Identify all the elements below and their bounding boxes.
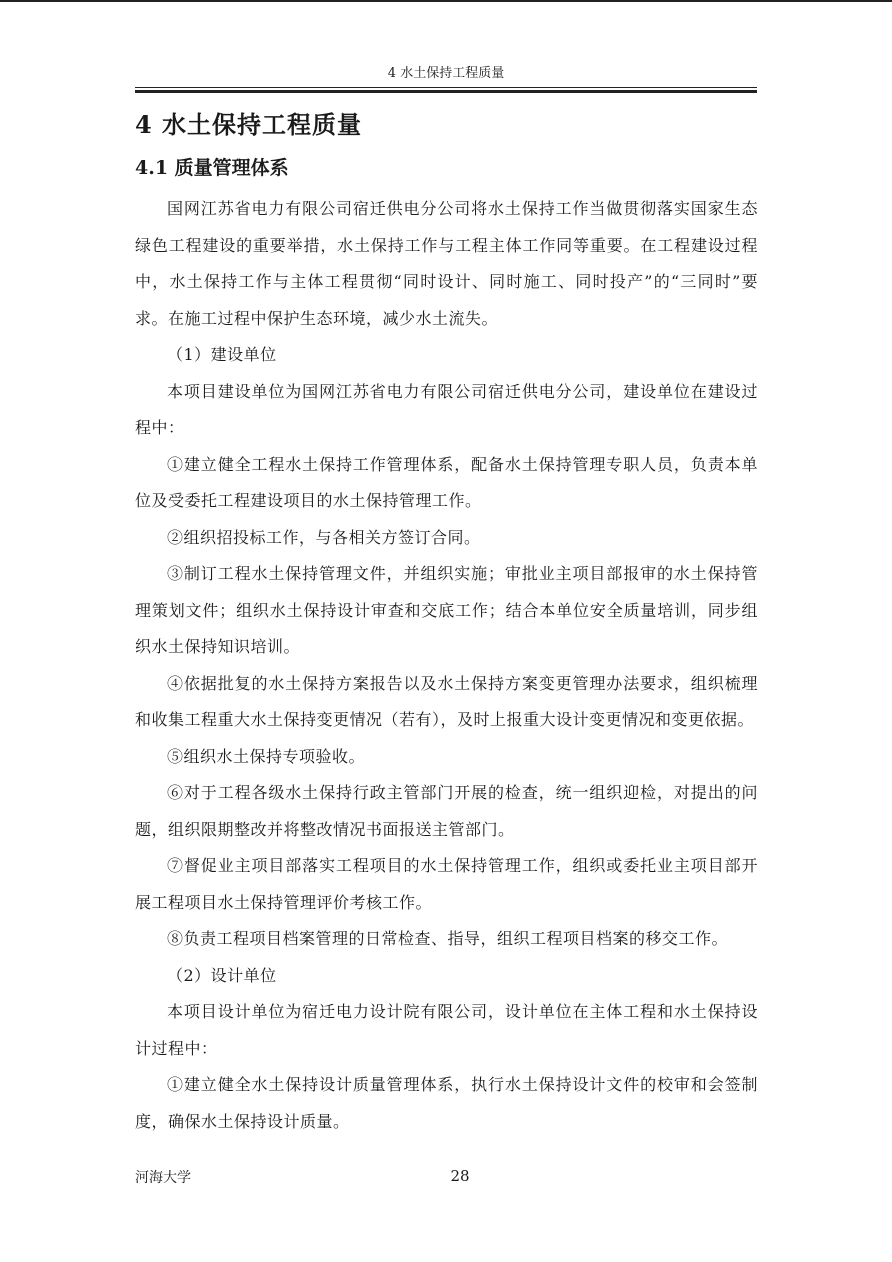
list-item-2: ②组织招投标工作，与各相关方签订合同。 bbox=[167, 527, 481, 547]
chapter-title: 4 水土保持工程质量 bbox=[135, 110, 363, 139]
paragraph-construction-unit: 本项目建设单位为国网江苏省电力有限公司宿迁供电分公司，建设单位在建设过程中： bbox=[135, 381, 758, 437]
header-rule-thick bbox=[135, 90, 757, 93]
list-item-6: ⑥对于工程各级水土保持行政主管部门开展的检查，统一组织迎检，对提出的问题，组织限期整改并将整改情况书面报送主管部门。 bbox=[135, 783, 758, 839]
paragraph-design-unit: 本项目设计单位为宿迁电力设计院有限公司，设计单位在主体工程和水土保持设计过程中： bbox=[135, 1002, 758, 1058]
design-list-item-1: ①建立健全水土保持设计质量管理体系，执行水土保持设计文件的校审和会签制度，确保水土保持设计质量。 bbox=[135, 1075, 758, 1131]
list-item-4: ④依据批复的水土保持方案报告以及水土保持方案变更管理办法要求，组织梳理和收集工程重大水土保持变更情况（若有），及时上报重大设计变更情况和变更依据。 bbox=[135, 673, 758, 729]
list-item-8: ⑧负责工程项目档案管理的日常检查、指导，组织工程项目档案的移交工作。 bbox=[167, 929, 729, 948]
section-title: 4.1 质量管理体系 bbox=[135, 157, 289, 179]
page-top-border bbox=[0, 0, 892, 2]
list-item-5: ⑤组织水土保持专项验收。 bbox=[167, 746, 366, 766]
footer-institution: 河海大学 bbox=[135, 1170, 191, 1186]
body-text bbox=[135, 191, 758, 1140]
header-rule-thin bbox=[135, 87, 757, 88]
subheading-construction-unit: （1）建设单位 bbox=[167, 345, 277, 364]
list-item-7: ⑦督促业主项目部落实工程项目的水土保持管理工作，组织或委托业主项目部开展工程项目水土保持管理评价考核工作。 bbox=[135, 856, 758, 912]
subheading-design-unit: （2）设计单位 bbox=[167, 965, 277, 985]
page-number: 28 bbox=[450, 1167, 470, 1185]
running-header: 4 水土保持工程质量 bbox=[387, 66, 505, 81]
list-item-3: ③制订工程水土保持管理文件，并组织实施；审批业主项目部报审的水土保持管理策划文件；组织水土保持设计审查和交底工作；结合本单位安全质量培训，同步组织水土保持知识培训。 bbox=[135, 564, 758, 656]
paragraph-intro: 国网江苏省电力有限公司宿迁供电分公司将水土保持工作当做贯彻落实国家生态绿色工程建设的重要举措，水土保持工作与工程主体工作同等重要。在工程建设过程中，水土保持工作与主体工程贯彻“同时设计、同时施工、同时投产”的“三同时”要求。在施工过程中保护生态环境，减少水土流失。 bbox=[135, 199, 758, 328]
list-item-1: ①建立健全工程水土保持工作管理体系，配备水土保持管理专职人员，负责本单位及受委托工程建设项目的水土保持管理工作。 bbox=[135, 454, 758, 510]
